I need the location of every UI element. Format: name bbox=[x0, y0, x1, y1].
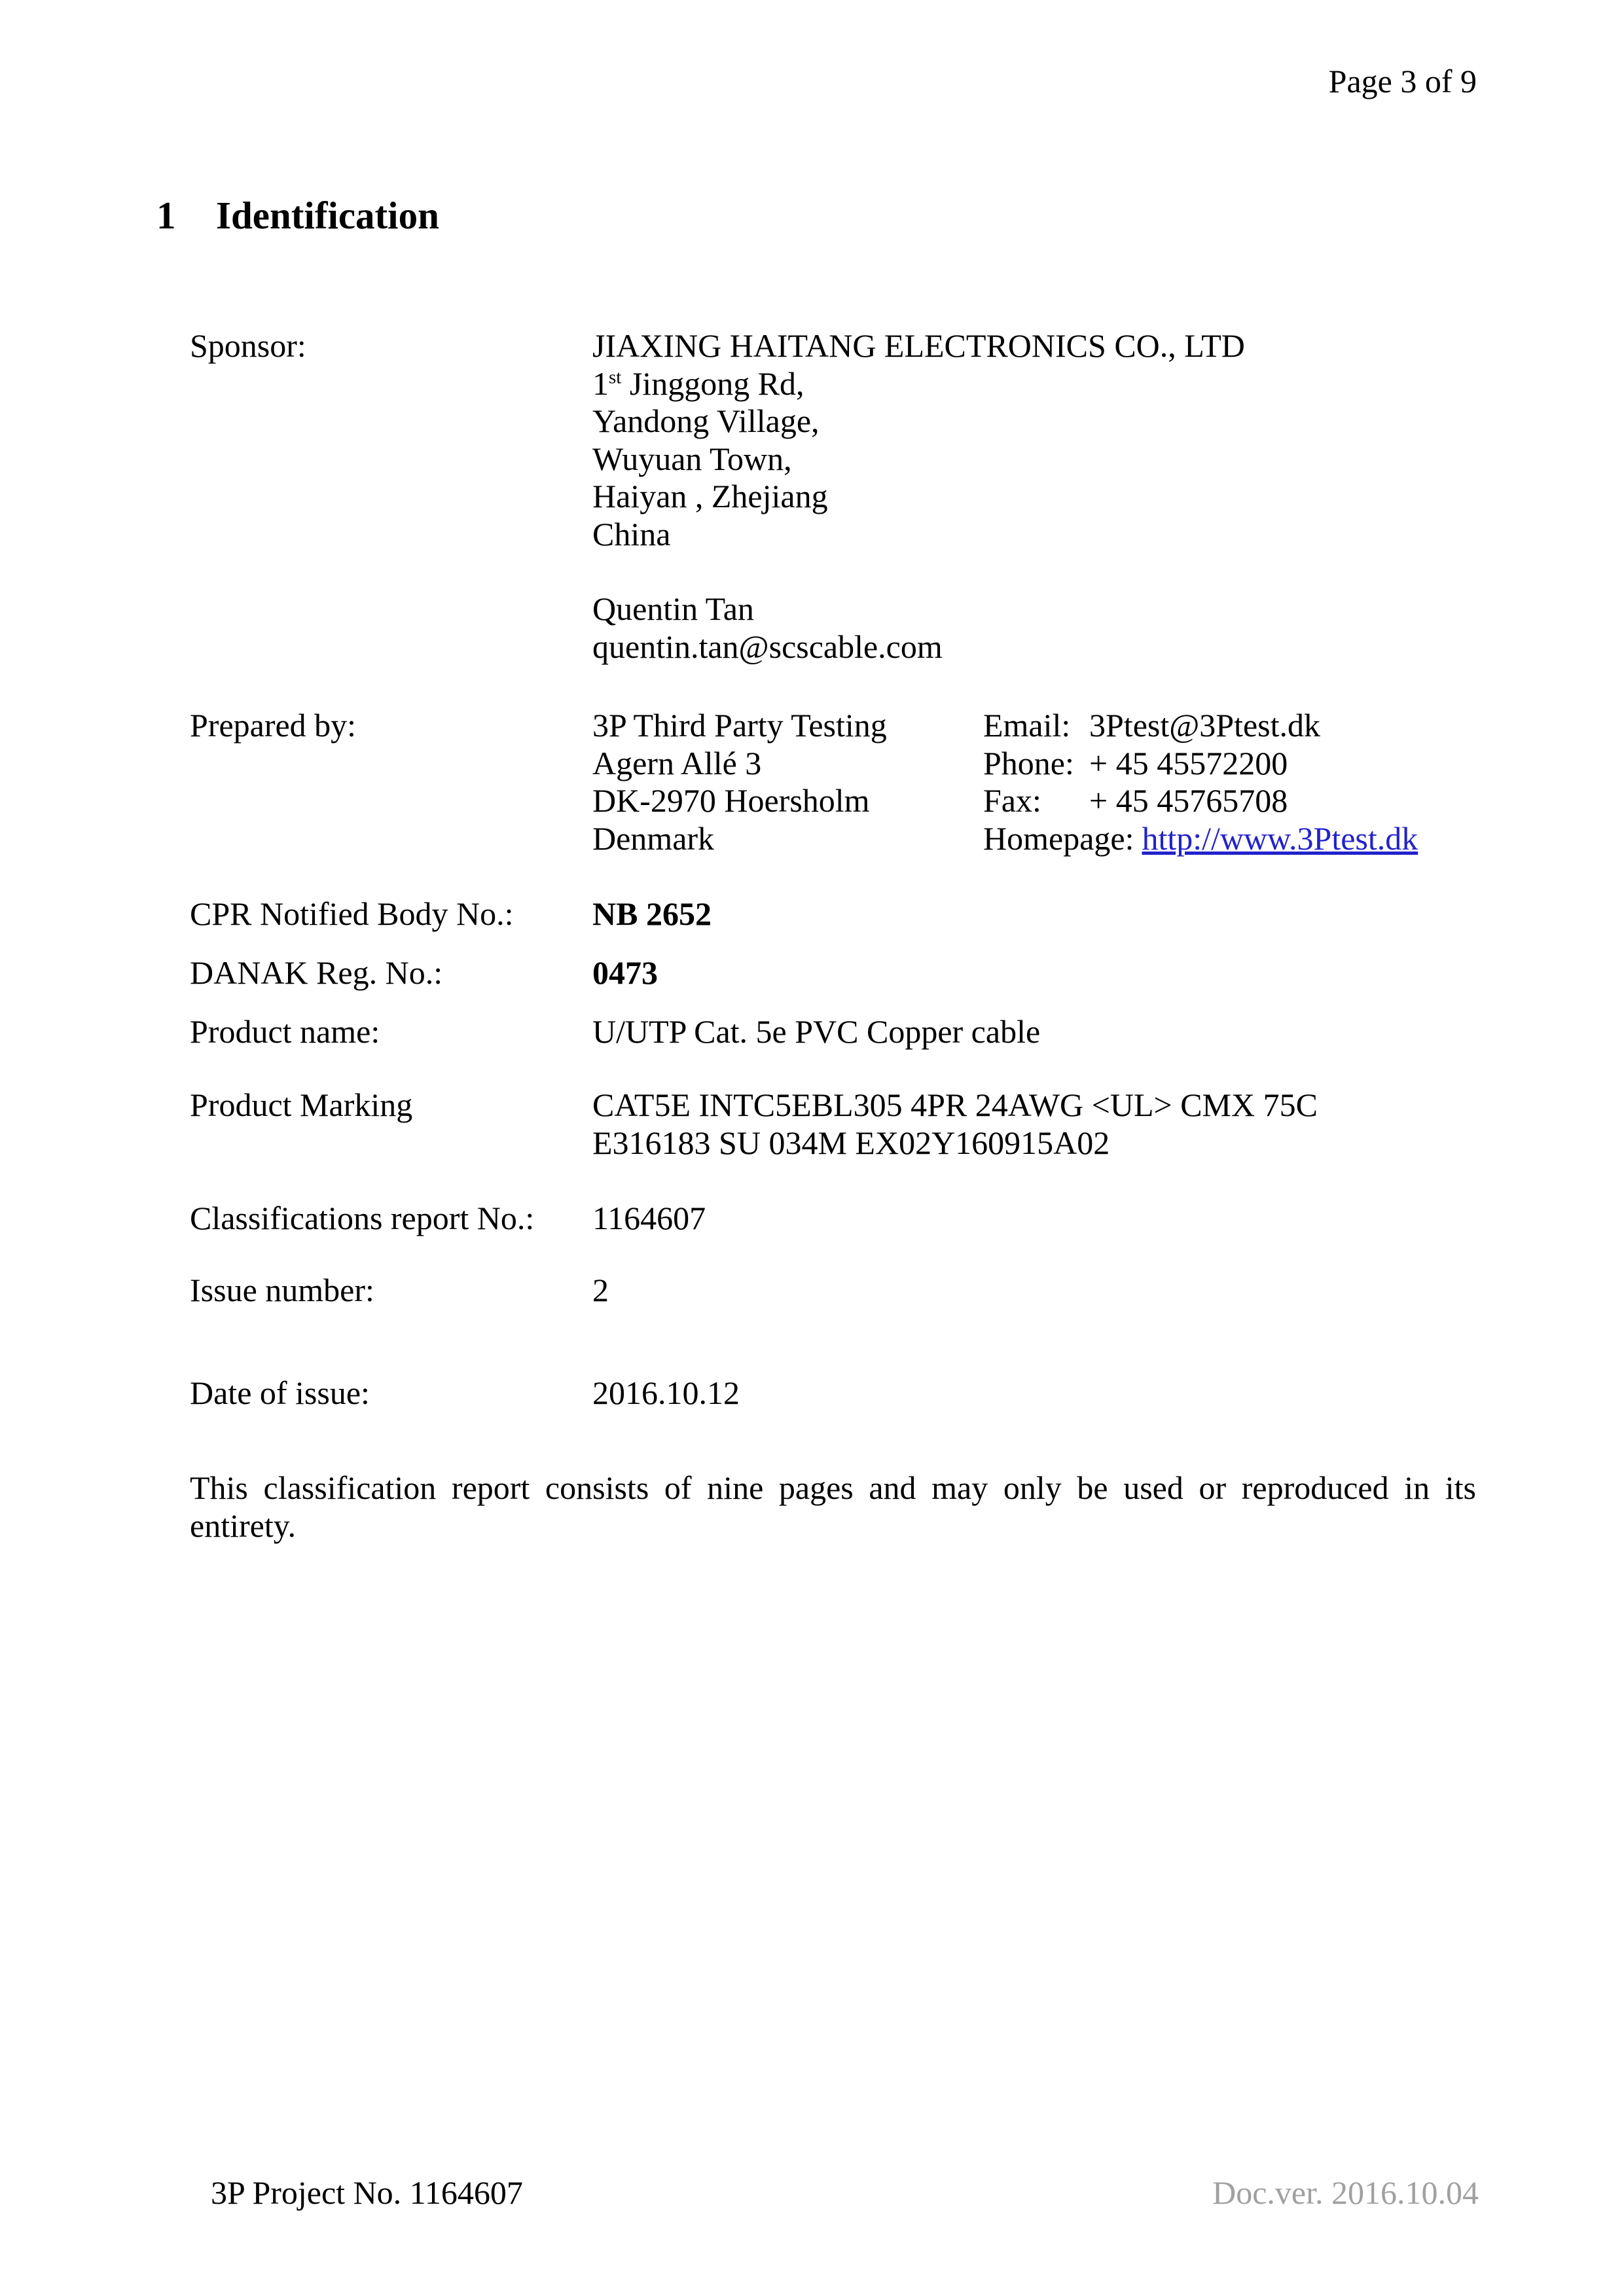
product-marking-line1: CAT5E INTC5EBL305 4PR 24AWG <UL> CMX 75C bbox=[592, 1086, 1318, 1123]
prepared-by-company: 3P Third Party Testing bbox=[592, 707, 887, 744]
sponsor-contact-block bbox=[592, 590, 943, 666]
sponsor-contact-email: quentin.tan@scscable.com bbox=[592, 628, 943, 665]
sponsor-address-block bbox=[592, 327, 1245, 553]
sponsor-address-line: China bbox=[592, 515, 671, 552]
contact-fax-value: + 45 45765708 bbox=[1089, 782, 1288, 819]
cpr-notified-body-label: CPR Notified Body No.: bbox=[190, 895, 514, 932]
contact-phone-value: + 45 45572200 bbox=[1089, 744, 1288, 781]
prepared-by-contact-block bbox=[983, 707, 1418, 857]
product-marking-line2: E316183 SU 034M EX02Y160915A02 bbox=[592, 1124, 1110, 1161]
product-name-label: Product name: bbox=[190, 1013, 380, 1050]
contact-email-label: Email: bbox=[983, 707, 1071, 744]
report-no-label: Classifications report No.: bbox=[190, 1200, 535, 1236]
issue-number-value: 2 bbox=[592, 1272, 609, 1308]
sponsor-row bbox=[190, 327, 1245, 553]
issue-number-label: Issue number: bbox=[190, 1272, 374, 1308]
prepared-by-address-block bbox=[592, 707, 983, 857]
report-no-value: 1164607 bbox=[592, 1200, 706, 1236]
contact-phone-line bbox=[983, 745, 1418, 783]
report-no-row bbox=[190, 1200, 706, 1238]
contact-phone-label: Phone: bbox=[983, 744, 1074, 781]
sponsor-address-line: Haiyan , Zhejiang bbox=[592, 478, 828, 514]
prepared-by-row bbox=[190, 707, 1418, 857]
footer-project-number: 3P Project No. 1164607 bbox=[211, 2174, 523, 2211]
product-marking-row bbox=[190, 1086, 1318, 1162]
contact-homepage-line bbox=[983, 820, 1418, 858]
sponsor-street-number: 1 bbox=[592, 365, 609, 402]
page-number: Page 3 of 9 bbox=[1328, 63, 1477, 99]
contact-email-line bbox=[983, 707, 1418, 745]
sponsor-address-line: Wuyuan Town, bbox=[592, 440, 792, 477]
section-heading-number: 1 bbox=[156, 194, 176, 237]
sponsor-address-line: Yandong Village, bbox=[592, 403, 820, 439]
footer-doc-version: Doc.ver. 2016.10.04 bbox=[1212, 2174, 1479, 2211]
sponsor-street-line bbox=[592, 365, 1245, 403]
product-marking-value-block bbox=[592, 1086, 1318, 1162]
sponsor-contact-name: Quentin Tan bbox=[592, 590, 754, 627]
sponsor-street-name: Jinggong Rd, bbox=[621, 365, 804, 402]
sponsor-street-ordinal: st bbox=[609, 366, 622, 387]
date-of-issue-value: 2016.10.12 bbox=[592, 1374, 740, 1411]
danak-reg-row bbox=[190, 954, 658, 992]
contact-fax-label: Fax: bbox=[983, 782, 1041, 819]
date-of-issue-label: Date of issue: bbox=[190, 1374, 370, 1411]
issue-number-row bbox=[190, 1272, 609, 1310]
entirety-note-line2: entirety. bbox=[190, 1507, 296, 1544]
sponsor-company-name: JIAXING HAITANG ELECTRONICS CO., LTD bbox=[592, 327, 1245, 364]
section-heading bbox=[156, 194, 439, 237]
date-of-issue-row bbox=[190, 1374, 740, 1412]
danak-reg-label: DANAK Reg. No.: bbox=[190, 954, 443, 991]
danak-reg-value: 0473 bbox=[592, 954, 658, 991]
entirety-note-line1: This classification report consists of nine pages and may only be used or reproduced in its bbox=[190, 1469, 1476, 1506]
entirety-note bbox=[190, 1469, 1476, 1545]
prepared-by-label: Prepared by: bbox=[190, 707, 357, 744]
contact-fax-line bbox=[983, 782, 1418, 820]
cpr-notified-body-row bbox=[190, 895, 712, 933]
prepared-by-street: Agern Allé 3 bbox=[592, 744, 762, 781]
cpr-notified-body-value: NB 2652 bbox=[592, 895, 712, 932]
prepared-by-country: Denmark bbox=[592, 819, 715, 857]
section-heading-title: Identification bbox=[216, 194, 439, 237]
product-marking-label: Product Marking bbox=[190, 1086, 413, 1123]
sponsor-label: Sponsor: bbox=[190, 327, 306, 364]
product-name-value: U/UTP Cat. 5e PVC Copper cable bbox=[592, 1013, 1041, 1050]
homepage-link[interactable]: http://www.3Ptest.dk bbox=[1142, 819, 1418, 857]
prepared-by-city: DK-2970 Hoersholm bbox=[592, 782, 870, 819]
contact-email-value: 3Ptest@3Ptest.dk bbox=[1089, 707, 1321, 744]
contact-homepage-label: Homepage: bbox=[983, 819, 1134, 857]
product-name-row bbox=[190, 1013, 1040, 1051]
